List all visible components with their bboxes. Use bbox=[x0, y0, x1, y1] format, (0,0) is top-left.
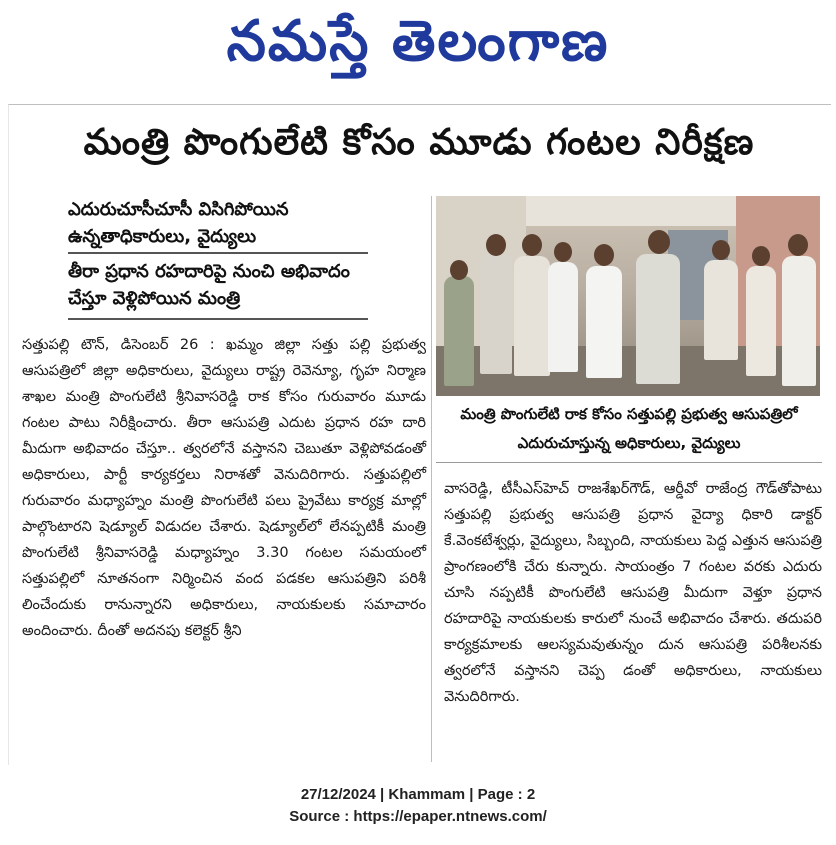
deck-divider bbox=[68, 318, 368, 320]
deck-divider bbox=[68, 252, 368, 254]
column-divider bbox=[431, 196, 432, 762]
photo-caption: మంత్రి పొంగులేటి రాక కోసం సత్తుపల్లి ప్రభుత్వ ఆసుపత్రిలో ఎదురుచూస్తున్న అధికారులు, వైద్యులు bbox=[436, 400, 822, 463]
article-column-1: సత్తుపల్లి టౌన్, డిసెంబర్ 26 : ఖమ్మం జిల్లా సత్తు పల్లి ప్రభుత్వ ఆసుపత్రిలో జిల్లా అధికారులు, వైద్యులు రాష్ట్ర రెవెన్యూ, గృహ నిర్మాణ శాఖల మంత్రి పొంగులేటి శ్రీనివాసరెడ్డి రాక కోసం గురువారం మూడు గంటల పాటు నిరీక్షించారు. తీరా ఆసుపత్రి ఎదుట ప్రధాన రహ దారి మీదుగా అభివాదం చేస్తూ.. త్వరలోనే వస్తానని చెబుతూ వెళ్లిపోవడంతో అధికారులు, పార్టీ కార్యకర్తలు నిరాశతో వెనుదిరిగారు. సత్తుపల్లిలో గురువారం మధ్యాహ్నం మంత్రి పొంగులేటి పలు ప్రైవేటు కార్యక్ర మాల్లో పాల్గొంటారని షెడ్యూల్ విడుదల చేశారు. షెడ్యూల్‌లో లేనప్పటికీ మంత్రి పొంగులేటి శ్రీనివాసరెడ్డి మధ్యాహ్నం 3.30 గంటల సమయంలో సత్తుపల్లిలో నూతనంగా నిర్మించిన వంద పడకల ఆసుపత్రిని పరిశీ లించేందుకు రానున్నారని అధికారులు, నాయకులకు సమాచారం అందించారు. దీంతో అదనపు కలెక్టర్ శ్రీని bbox=[22, 337, 426, 639]
article-deck-1: ఎదురుచూసీచూసీ విసిగిపోయిన ఉన్నతాధికారులు, వైద్యులు bbox=[68, 199, 289, 247]
footer-source-link[interactable]: Source : https://epaper.ntnews.com/ bbox=[289, 808, 547, 825]
footer-dateline: 27/12/2024 | Khammam | Page : 2 bbox=[300, 786, 536, 803]
masthead-title: నమస్తే తెలంగాణ bbox=[226, 8, 610, 74]
article-headline: మంత్రి పొంగులేటి కోసం మూడు గంటల నిరీక్షణ bbox=[83, 122, 755, 163]
article-column-2: వాసరెడ్డి, టీసీఎస్‌హెచ్ రాజశేఖర్‌గౌడ్, ఆర్డీవో రాజేంద్ర గౌడ్‌తోపాటు సత్తుపల్లి ప్రభుత్వ ఆసుపత్రి ప్రధాన వైద్యా ధికారి డాక్టర్ కే.వెంకటేశ్వర్లు, వైద్యులు, సిబ్బంది, నాయకులు పెద్ద ఎత్తున ఆసుపత్రి ప్రాంగణంలోకి చేరు కున్నారు. సాయంత్రం 7 గంటల వరకు ఎదురు చూసి నప్పటికీ పొంగులేటి ఆసుపత్రి మీదుగా వెళ్తూ ప్రధాన రహదారిపై నాయకులకు కారులో నుంచే అభివాదం చేశారు. తదుపరి కార్యక్రమాలకు ఆలస్యమవుతున్నం దున ఆసుపత్రి పరిశీలనకు త్వరలోనే వస్తానని చెప్ప డంతో అధికారులు, నాయకులు వెనుదిరిగారు. bbox=[444, 481, 822, 705]
newspaper-masthead bbox=[0, 0, 836, 96]
article-photo bbox=[436, 196, 820, 396]
article-deck-2: తీరా ప్రధాన రహదారిపై నుంచి అభివాదం చేస్తూ వెళ్లిపోయిన మంత్రి bbox=[68, 261, 350, 309]
